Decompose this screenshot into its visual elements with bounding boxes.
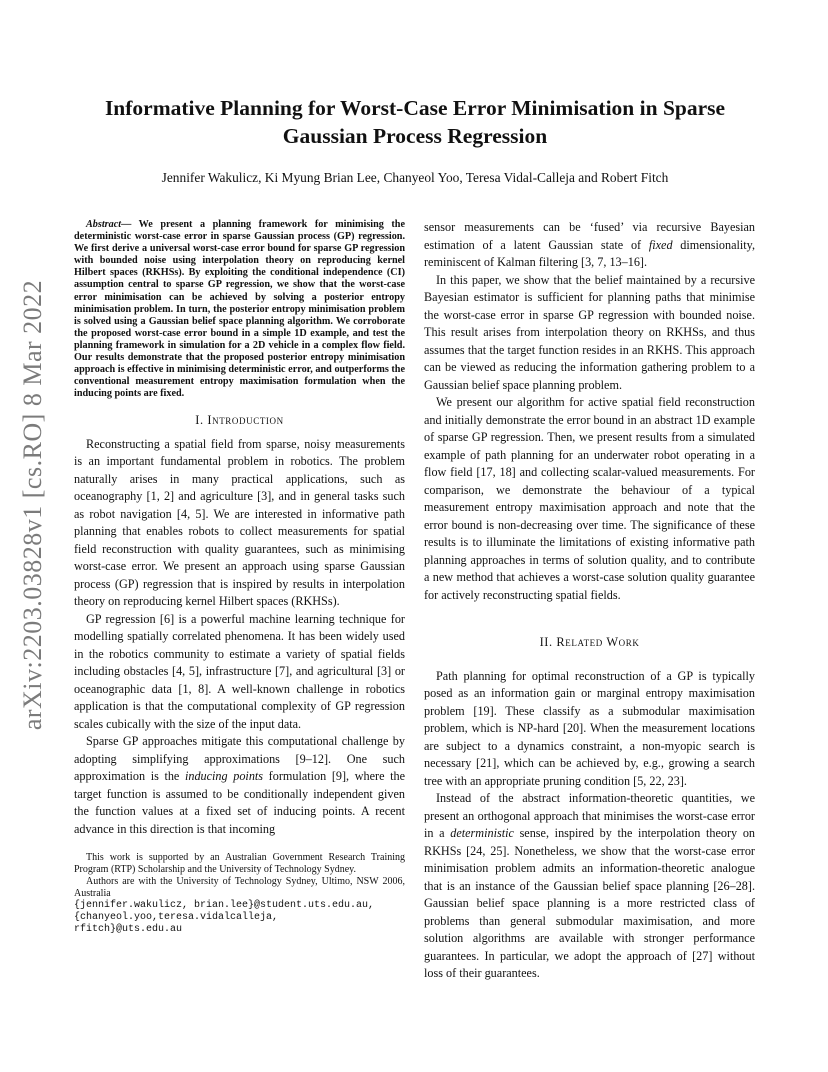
rw-p2-emphasis: deterministic xyxy=(450,826,514,840)
first-page-footnote xyxy=(74,852,405,936)
right-p1-text-a: sensor measurements can be ‘fused’ via recursive Bayesian estimation of a latent Gaussian state of xyxy=(424,220,755,252)
rw-p2-text-b: sense, inspired by the interpolation theory on RKHSs [24, 25]. Nonetheless, we show that the worst-case error minimisation problem admits an information-theoretic analogue that is an instance of the Gaussian belief space planning [26–28]. Gaussian belief space planning is a more restricted class of problems than general submodular maximisation, and more solution algorithms are available with stronger performance guarantees. In particular, we adopt the approach of [27] without loss of their guarantees. xyxy=(424,826,756,980)
footnote-affiliation: Authors are with the University of Technology Sydney, Ultimo, NSW 2006, Australia xyxy=(74,876,405,900)
intro-paragraph-2: GP regression [6] is a powerful machine learning technique for modelling spatially correlated phenomena. It has been widely used in the robotics community to estimate a variety of spatial fields including obstacles [4, 5], infrastructure [7], and agricultural [3] or oceanographic data [1, 8]. A well-known challenge in robotics application is that the computational complexity of GP regression scales cubically with the size of the input data. xyxy=(74,611,405,731)
email-line-3: rfitch}@uts.edu.au xyxy=(74,924,183,936)
paper-title: Informative Planning for Worst-Case Error Minimisation in Sparse Gaussian Process Regression xyxy=(104,96,726,148)
intro-paragraph-3-continued xyxy=(424,219,755,272)
intro-paragraph-1: Reconstructing a spatial field from sparse, noisy measurements is an important fundamental problem in robotics. The problem naturally arises in many practical applications, such as oceanography [1, 2] and agriculture [3], and in general tasks such as robot navigation [4, 5]. We are interested in informative path planning that enables robots to collect measurements for spatial field reconstruction with quality guarantees, such as minimising worst-case error. We present an approach using sparse Gaussian process (GP) regression that is inspired by results in interpolation theory on reproducing kernel Hilbert spaces (RKHSs). xyxy=(74,436,405,609)
intro-p3-emphasis: inducing points xyxy=(184,769,264,784)
author-list: Jennifer Wakulicz, Ki Myung Brian Lee, Chanyeol Yoo, Teresa Vidal-Calleja and Robert Fitch xyxy=(161,170,669,185)
footnote-funding: This work is supported by an Australian Government Research Training Program (RTP) Scholarship and the University of Technology Sydney. xyxy=(74,852,405,876)
footnote-emails xyxy=(74,900,405,936)
left-column xyxy=(74,219,405,936)
section-heading-related-work: II. Related Work xyxy=(539,635,640,649)
arxiv-identifier-stamp xyxy=(10,279,56,731)
abstract-label: Abstract xyxy=(86,219,122,230)
section-heading-introduction: I. Introduction xyxy=(195,413,284,428)
intro-p3-text-b: formulation [9], where the target function is assumed to be conditionally independent given the function values at a fixed set of inducing points. A recent advance in this direction is that incoming xyxy=(74,769,405,836)
related-work-paragraph-2 xyxy=(424,790,755,983)
intro-p3-text-a: Sparse GP approaches mitigate this computational challenge by adopting simplifying approximations [9–12]. One such approximation is the xyxy=(74,734,405,784)
right-p1-emphasis: fixed xyxy=(648,237,673,252)
right-column xyxy=(424,219,755,983)
related-work-paragraph-1: Path planning for optimal reconstruction of a GP is typically posed as an information gain or marginal entropy maximisation problem [19]. These classify as a submodular maximisation problem, which is NP-hard [20]. When the measurement locations are subject to a dynamics constraint, a non-myopic search is necessary [21], which can be achieved by, e.g., growing a search tree with an appropriate pruning condition [5, 22, 23]. xyxy=(424,668,755,788)
email-line-2: {chanyeol.yoo,teresa.vidalcalleja, xyxy=(74,912,279,924)
email-line-1: {jennifer.wakulicz, brian.lee}@student.uts.edu.au, xyxy=(74,900,375,912)
rw-p2-text-a: Instead of the abstract information-theoretic quantities, we present an orthogonal approach that minimises the worst-case error in a xyxy=(424,791,755,840)
intro-paragraph-5: We present our algorithm for active spatial field reconstruction and initially demonstrate the error bound in an abstract 1D example of sparse GP regression. Then, we present results from a simulated example of path planning for an underwater robot operating in a flow field [17, 18] and collecting scalar-valued measurements. For comparison, we demonstrate the behaviour of a typical measurement entropy maximisation approach and note that the error bound is non-decreasing over time. The significance of these results is to illuminate the limitations of existing informative path planning approaches in terms of solution quality, and to contribute a new method that achieves a worst-case solution quality guarantee for actively reconstructing spatial fields. xyxy=(424,395,755,602)
right-p1-text-b: dimensionality, reminiscent of Kalman filtering [3, 7, 13–16]. xyxy=(424,237,755,269)
abstract xyxy=(74,219,405,400)
abstract-text: — We present a planning framework for minimising the deterministic worst-case error in sparse Gaussian process (GP) regression. We first derive a universal worst-case error bound for sparse GP regression with bounded noise using interpolation theory on reproducing kernel Hilbert spaces (RKHSs). By exploiting the conditional independence (CI) assumption central to sparse GP regression, we show that the worst-case error minimisation can be achieved by solving a posterior entropy minimisation problem. In turn, the posterior entropy minimisation problem is solved using a Gaussian belief space planning algorithm. We corroborate the proposed worst-case error bound in a simple 1D example, and test the planning framework in simulation for a 2D vehicle in a complex flow field. Our results demonstrate that the proposed posterior entropy minimisation approach is effective in minimising deterministic error, and outperforms the conventional measurement entropy maximisation formulation when the inducing points are fixed. xyxy=(74,219,405,400)
intro-paragraph-4: In this paper, we show that the belief maintained by a recursive Bayesian estimator is sufficient for planning paths that minimise the worst-case error in sparse GP regression with bounded noise. This result arises from interpolation theory on RKHSs, and thus assumes that the target function resides in an RKHS. This approach can be viewed as reducing the information gathering problem to a Gaussian belief space planning problem. xyxy=(424,272,755,392)
arxiv-id-text: arXiv:2203.03828v1 [cs.RO] 8 Mar 2022 xyxy=(18,279,47,731)
intro-paragraph-3 xyxy=(74,733,405,838)
